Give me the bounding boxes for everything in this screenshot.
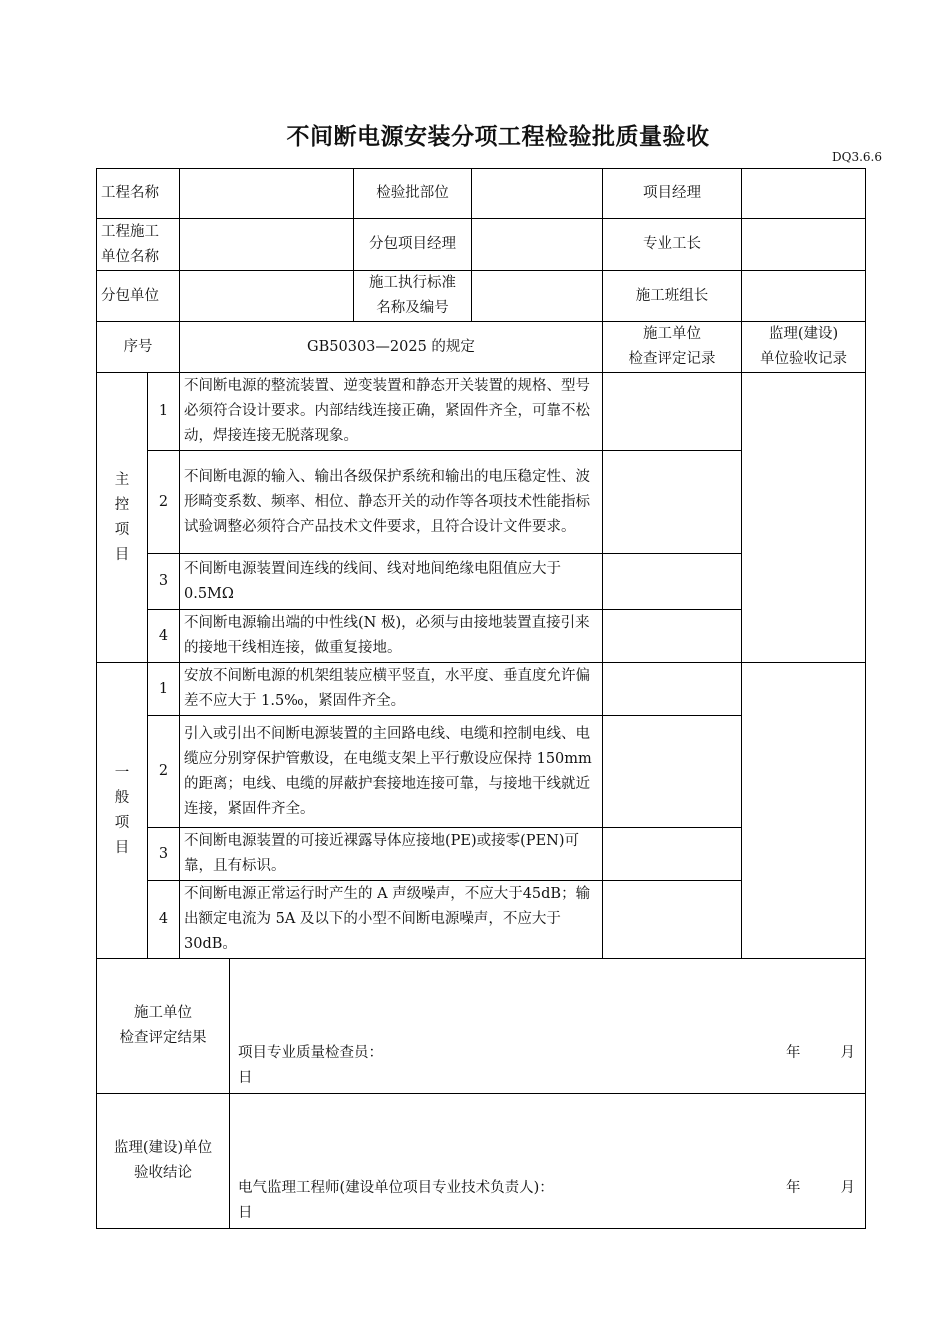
supervisor-conclusion-label-line1: 监理(建设)单位	[113, 1140, 213, 1156]
contractor-unit-label-line1: 工程施工	[101, 223, 159, 240]
contractor-conclusion-label	[97, 959, 230, 1094]
item-requirement-text: 引入或引出不间断电源装置的主回路电线、电缆和控制电线、电缆应分别穿保护管敷设，在电缆支架上平行敷设应保持 150mm 的距离；电线、电缆的屏蔽护套接地连接可靠，与接地干线就近连接，紧固件齐全。	[180, 716, 603, 828]
item-number: 4	[148, 881, 180, 959]
year-label: 年	[786, 1180, 801, 1196]
item-number: 3	[148, 828, 180, 881]
supervisor-record-header-line1: 监理(建设)	[768, 326, 839, 342]
main-items-label-char: 项	[114, 521, 130, 538]
item-requirement-text: 不间断电源装置的可接近裸露导体应接地(PE)或接零(PEN)可靠，且有标识。	[180, 828, 603, 881]
contractor-record-cell[interactable]	[603, 373, 742, 451]
contractor-record-cell[interactable]	[603, 828, 742, 881]
supervisor-conclusion-label	[97, 1094, 230, 1229]
standard-name-label	[354, 271, 472, 322]
general-items-label-char: 项	[114, 814, 130, 831]
item-number: 3	[148, 554, 180, 610]
professional-foreman-label: 专业工长	[603, 219, 742, 271]
supervisor-conclusion-label-line2: 验收结论	[134, 1165, 192, 1181]
item-number: 4	[148, 610, 180, 663]
contractor-signature-line	[238, 1041, 857, 1091]
general-items-label-char: 一	[114, 764, 130, 781]
year-month-label	[786, 1176, 855, 1201]
column-header-row	[97, 322, 866, 373]
item-number: 2	[148, 451, 180, 554]
main-items-label-char: 控	[114, 496, 130, 513]
sub-project-manager-label: 分包项目经理	[354, 219, 472, 271]
header-row-2	[97, 219, 866, 271]
project-name-label: 工程名称	[97, 169, 180, 219]
item-number: 2	[148, 716, 180, 828]
header-row-1	[97, 169, 866, 219]
contractor-unit-value[interactable]	[180, 219, 354, 271]
professional-foreman-value[interactable]	[742, 219, 866, 271]
seq-header: 序号	[97, 322, 180, 373]
year-label: 年	[786, 1045, 801, 1061]
main-items-label-char: 主	[114, 471, 130, 488]
general-items-label-char: 目	[114, 839, 130, 856]
standard-name-label-line2: 名称及编号	[376, 300, 449, 316]
supervisor-signer-label: 电气监理工程师(建设单位项目专业技术负责人)：	[238, 1180, 554, 1196]
item-requirement-text: 不间断电源输出端的中性线(N 极)，必须与由接地装置直接引来的接地干线相连接，做重复接地。	[180, 610, 603, 663]
item-requirement-text: 不间断电源的整流装置、逆变装置和静态开关装置的规格、型号必须符合设计要求。内部结线连接正确，紧固件齐全，可靠不松动，焊接连接无脱落现象。	[180, 373, 603, 451]
contractor-record-header-line2: 检查评定记录	[628, 351, 716, 367]
header-row-3	[97, 271, 866, 322]
contractor-record-cell[interactable]	[603, 663, 742, 716]
sub-unit-value[interactable]	[180, 271, 354, 322]
supervisor-record-cell[interactable]	[742, 373, 866, 663]
supervisor-conclusion-row	[97, 1094, 866, 1229]
form-title: 不间断电源安装分项工程检验批质量验收	[286, 124, 710, 150]
supervisor-record-header-line2: 单位验收记录	[760, 351, 847, 367]
supervisor-record-cell[interactable]	[742, 663, 866, 959]
inspection-lot-location-value[interactable]	[472, 169, 603, 219]
item-number: 1	[148, 373, 180, 451]
supervisor-conclusion-cell[interactable]	[230, 1094, 866, 1229]
standard-name-value[interactable]	[472, 271, 603, 322]
day-label: 日	[238, 1205, 253, 1221]
item-requirement-text: 不间断电源的输入、输出各级保护系统和输出的电压稳定性、波形畸变系数、频率、相位、静态开关的动作等各项技术性能指标试验调整必须符合产品技术文件要求，且符合设计文件要求。	[180, 451, 603, 554]
general-items-label-char: 般	[114, 789, 130, 806]
item-requirement-text: 不间断电源正常运行时产生的 A 声级噪声，不应大于45dB；输出额定电流为 5A 及以下的小型不间断电源噪声，不应大于 30dB。	[180, 881, 603, 959]
general-items-label	[97, 663, 148, 959]
item-requirement-text: 不间断电源装置间连线的线间、线对地间绝缘电阻值应大于 0.5MΩ	[180, 554, 603, 610]
contractor-unit-label-line2: 单位名称	[101, 248, 159, 265]
contractor-conclusion-cell[interactable]	[230, 959, 866, 1094]
contractor-unit-label	[97, 219, 180, 271]
sub-project-manager-value[interactable]	[472, 219, 603, 271]
form-code: DQ3.6.6	[832, 150, 882, 164]
supervisor-signature-line	[238, 1176, 857, 1226]
contractor-record-cell[interactable]	[603, 554, 742, 610]
contractor-record-header-line1: 施工单位	[643, 326, 701, 342]
contractor-record-cell[interactable]	[603, 881, 742, 959]
main-item-row-1	[97, 373, 866, 451]
contractor-record-cell[interactable]	[603, 716, 742, 828]
item-number: 1	[148, 663, 180, 716]
contractor-signer-label: 项目专业质量检查员：	[238, 1045, 383, 1061]
supervisor-record-header	[742, 322, 866, 373]
general-item-row-1	[97, 663, 866, 716]
standard-name-label-line1: 施工执行标准	[369, 275, 456, 291]
month-label: 月	[840, 1180, 855, 1196]
team-leader-value[interactable]	[742, 271, 866, 322]
main-items-label-char: 目	[114, 546, 130, 563]
contractor-conclusion-label-line2: 检查评定结果	[119, 1030, 207, 1046]
contractor-record-header	[603, 322, 742, 373]
project-name-value[interactable]	[180, 169, 354, 219]
project-manager-label: 项目经理	[603, 169, 742, 219]
sub-unit-label: 分包单位	[97, 271, 180, 322]
contractor-conclusion-row	[97, 959, 866, 1094]
main-items-label	[97, 373, 148, 663]
contractor-record-cell[interactable]	[603, 451, 742, 554]
spec-header: GB50303—2025 的规定	[180, 322, 603, 373]
team-leader-label: 施工班组长	[603, 271, 742, 322]
year-month-label	[786, 1041, 855, 1066]
month-label: 月	[840, 1045, 855, 1061]
inspection-form-table	[96, 168, 866, 1229]
contractor-conclusion-label-line1: 施工单位	[134, 1005, 192, 1021]
day-label: 日	[238, 1070, 253, 1086]
inspection-lot-location-label: 检验批部位	[354, 169, 472, 219]
contractor-record-cell[interactable]	[603, 610, 742, 663]
project-manager-value[interactable]	[742, 169, 866, 219]
item-requirement-text: 安放不间断电源的机架组装应横平竖直，水平度、垂直度允许偏差不应大于 1.5‰，紧固件齐全。	[180, 663, 603, 716]
